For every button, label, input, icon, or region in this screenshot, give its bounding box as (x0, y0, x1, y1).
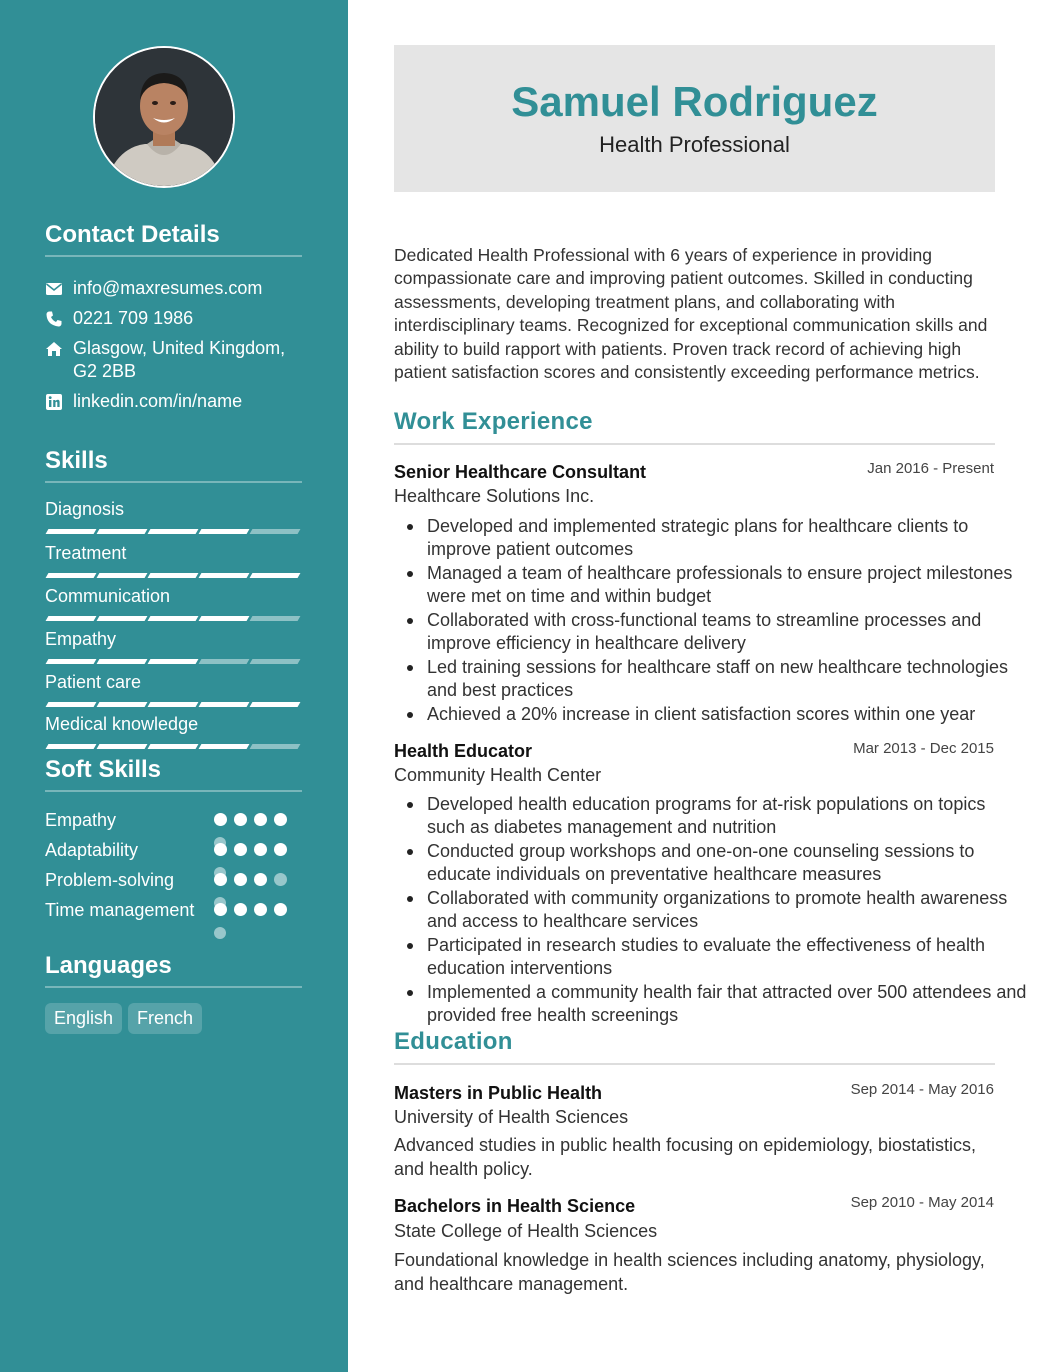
language-pill: English (45, 1003, 122, 1034)
job-bullets (394, 515, 1027, 726)
skill-label: Diagnosis (45, 499, 125, 519)
skill-level-bar (45, 573, 301, 579)
skill-level-segment (97, 616, 148, 621)
phone-icon (45, 310, 63, 328)
soft-skill-dot (214, 873, 227, 886)
skill-level-segment (46, 573, 97, 578)
skill-level-segment (148, 659, 199, 664)
job-bullets (394, 793, 1027, 1027)
soft-skill-dot (214, 813, 227, 826)
linkedin-icon (45, 393, 63, 411)
soft-skill-dot (274, 813, 287, 826)
envelope-icon (45, 280, 63, 298)
skill-level-segment (199, 529, 250, 534)
language-pill: French (128, 1003, 202, 1034)
bullet-item: Collaborated with community organizations to promote health awareness and access to healthcare services (427, 887, 1027, 934)
skill-level-segment (148, 616, 199, 621)
education-heading: Education (394, 1028, 995, 1065)
soft-skill-label: Time management (45, 900, 195, 920)
candidate-title: Health Professional (599, 132, 790, 157)
soft-skill-dot (214, 927, 226, 939)
education-description: Advanced studies in public health focusing on epidemiology, biostatistics, and health policy. (394, 1135, 977, 1179)
skill-level-bar (45, 702, 301, 708)
education-dates: Sep 2014 - May 2016 (850, 1081, 994, 1098)
degree-title: Bachelors in Health Science (394, 1196, 636, 1216)
skill-level-segment (46, 529, 97, 534)
skill-label: Empathy (45, 629, 117, 649)
address-text: Glasgow, United Kingdom, G2 2BB (73, 338, 286, 381)
email-text: info@maxresumes.com (73, 278, 263, 298)
degree-title: Masters in Public Health (394, 1083, 603, 1103)
soft-skill-dot (254, 873, 267, 886)
skill-level-segment (46, 616, 97, 621)
job-dates: Jan 2016 - Present (867, 460, 994, 477)
skill-level-segment (148, 702, 199, 707)
job-dates: Mar 2013 - Dec 2015 (853, 740, 994, 757)
skill-label: Communication (45, 586, 171, 606)
soft-skills-heading: Soft Skills (45, 755, 302, 792)
skill-level-segment (46, 702, 97, 707)
sidebar (0, 0, 348, 1372)
skill-level-segment (148, 529, 199, 534)
job-title: Senior Healthcare Consultant (394, 462, 647, 482)
skill-level-segment (97, 702, 148, 707)
skill-level-segment (250, 529, 301, 534)
bullet-item: Achieved a 20% increase in client satisfaction scores within one year (427, 703, 1027, 726)
skill-level-segment (250, 659, 301, 664)
languages-heading: Languages (45, 951, 302, 988)
skill-label: Treatment (45, 543, 127, 563)
education-description: Foundational knowledge in health sciences including anatomy, physiology, and healthcare management. (394, 1250, 985, 1294)
skill-level-segment (97, 529, 148, 534)
skill-level-segment (46, 744, 97, 749)
soft-skill-dot (234, 873, 247, 886)
candidate-name: Samuel Rodriguez (511, 78, 878, 125)
soft-skill-dot (254, 903, 267, 916)
skill-level-segment (97, 744, 148, 749)
bullet-item: Conducted group workshops and one-on-one counseling sessions to educate individuals on preventative healthcare measures (427, 840, 1027, 887)
skill-level-segment (97, 659, 148, 664)
soft-skill-dot (214, 903, 227, 916)
soft-skill-dot (274, 873, 287, 886)
skill-level-bar (45, 659, 301, 665)
job-organization: Community Health Center (394, 765, 602, 785)
education-dates: Sep 2010 - May 2014 (850, 1194, 994, 1211)
school-name: University of Health Sciences (394, 1107, 629, 1127)
bullet-item: Implemented a community health fair that attracted over 500 attendees and provided free health screenings (427, 981, 1027, 1028)
bullet-item: Collaborated with cross-functional teams to streamline processes and improve efficiency in healthcare delivery (427, 609, 1027, 656)
soft-skill-dot (214, 843, 227, 856)
skill-label: Patient care (45, 672, 142, 692)
soft-skill-label: Empathy (45, 810, 117, 830)
skill-level-segment (250, 573, 301, 578)
skill-level-segment (148, 744, 199, 749)
skill-level-segment (199, 744, 250, 749)
skill-level-segment (250, 616, 301, 621)
skill-level-segment (250, 702, 301, 707)
skill-level-segment (46, 659, 97, 664)
soft-skill-dot (234, 813, 247, 826)
soft-skill-dot (234, 903, 247, 916)
skill-level-segment (199, 702, 250, 707)
skill-level-bar (45, 529, 301, 535)
skill-level-segment (199, 573, 250, 578)
soft-skill-dot (234, 843, 247, 856)
avatar (93, 46, 235, 188)
skill-level-segment (250, 744, 301, 749)
bullet-item: Developed health education programs for at-risk populations on topics such as diabetes management and nutrition (427, 793, 1027, 840)
linkedin-text: linkedin.com/in/name (73, 391, 243, 411)
work-experience-heading: Work Experience (394, 408, 995, 445)
skill-level-bar (45, 616, 301, 622)
bullet-item: Developed and implemented strategic plans for healthcare clients to improve patient outcomes (427, 515, 1027, 562)
soft-skill-label: Adaptability (45, 840, 139, 860)
skill-level-bar (45, 744, 301, 750)
bullet-item: Managed a team of healthcare professionals to ensure project milestones were met on time and within budget (427, 562, 1027, 609)
name-header (394, 45, 995, 192)
bullet-item: Participated in research studies to evaluate the effectiveness of health education interventions (427, 934, 1027, 981)
soft-skill-dot (274, 903, 287, 916)
skill-level-segment (97, 573, 148, 578)
summary-text: Dedicated Health Professional with 6 years of experience in providing compassionate care and improving patient outcomes. Skilled in conducting assessments, developing treatment plans, and collaborating with interdisciplinary teams. Recognized for exceptional communication skills and ability to build rapport with patients. Proven track record of achieving high patient satisfaction scores and consistently exceeding performance metrics. (394, 245, 988, 383)
soft-skill-dot (274, 843, 287, 856)
job-organization: Healthcare Solutions Inc. (394, 486, 595, 506)
job-title: Health Educator (394, 741, 533, 761)
skill-label: Medical knowledge (45, 714, 199, 734)
profile-photo (95, 48, 233, 186)
school-name: State College of Health Sciences (394, 1221, 658, 1241)
phone-text: 0221 709 1986 (73, 308, 194, 328)
soft-skill-label: Problem-solving (45, 870, 175, 890)
skill-level-segment (199, 616, 250, 621)
contact-heading: Contact Details (45, 220, 302, 257)
soft-skill-dot (254, 843, 267, 856)
skill-level-segment (199, 659, 250, 664)
soft-skill-dot (254, 813, 267, 826)
skill-level-segment (148, 573, 199, 578)
bullet-item: Led training sessions for healthcare staff on new healthcare technologies and best practices (427, 656, 1027, 703)
home-icon (45, 340, 63, 358)
skills-heading: Skills (45, 446, 302, 483)
